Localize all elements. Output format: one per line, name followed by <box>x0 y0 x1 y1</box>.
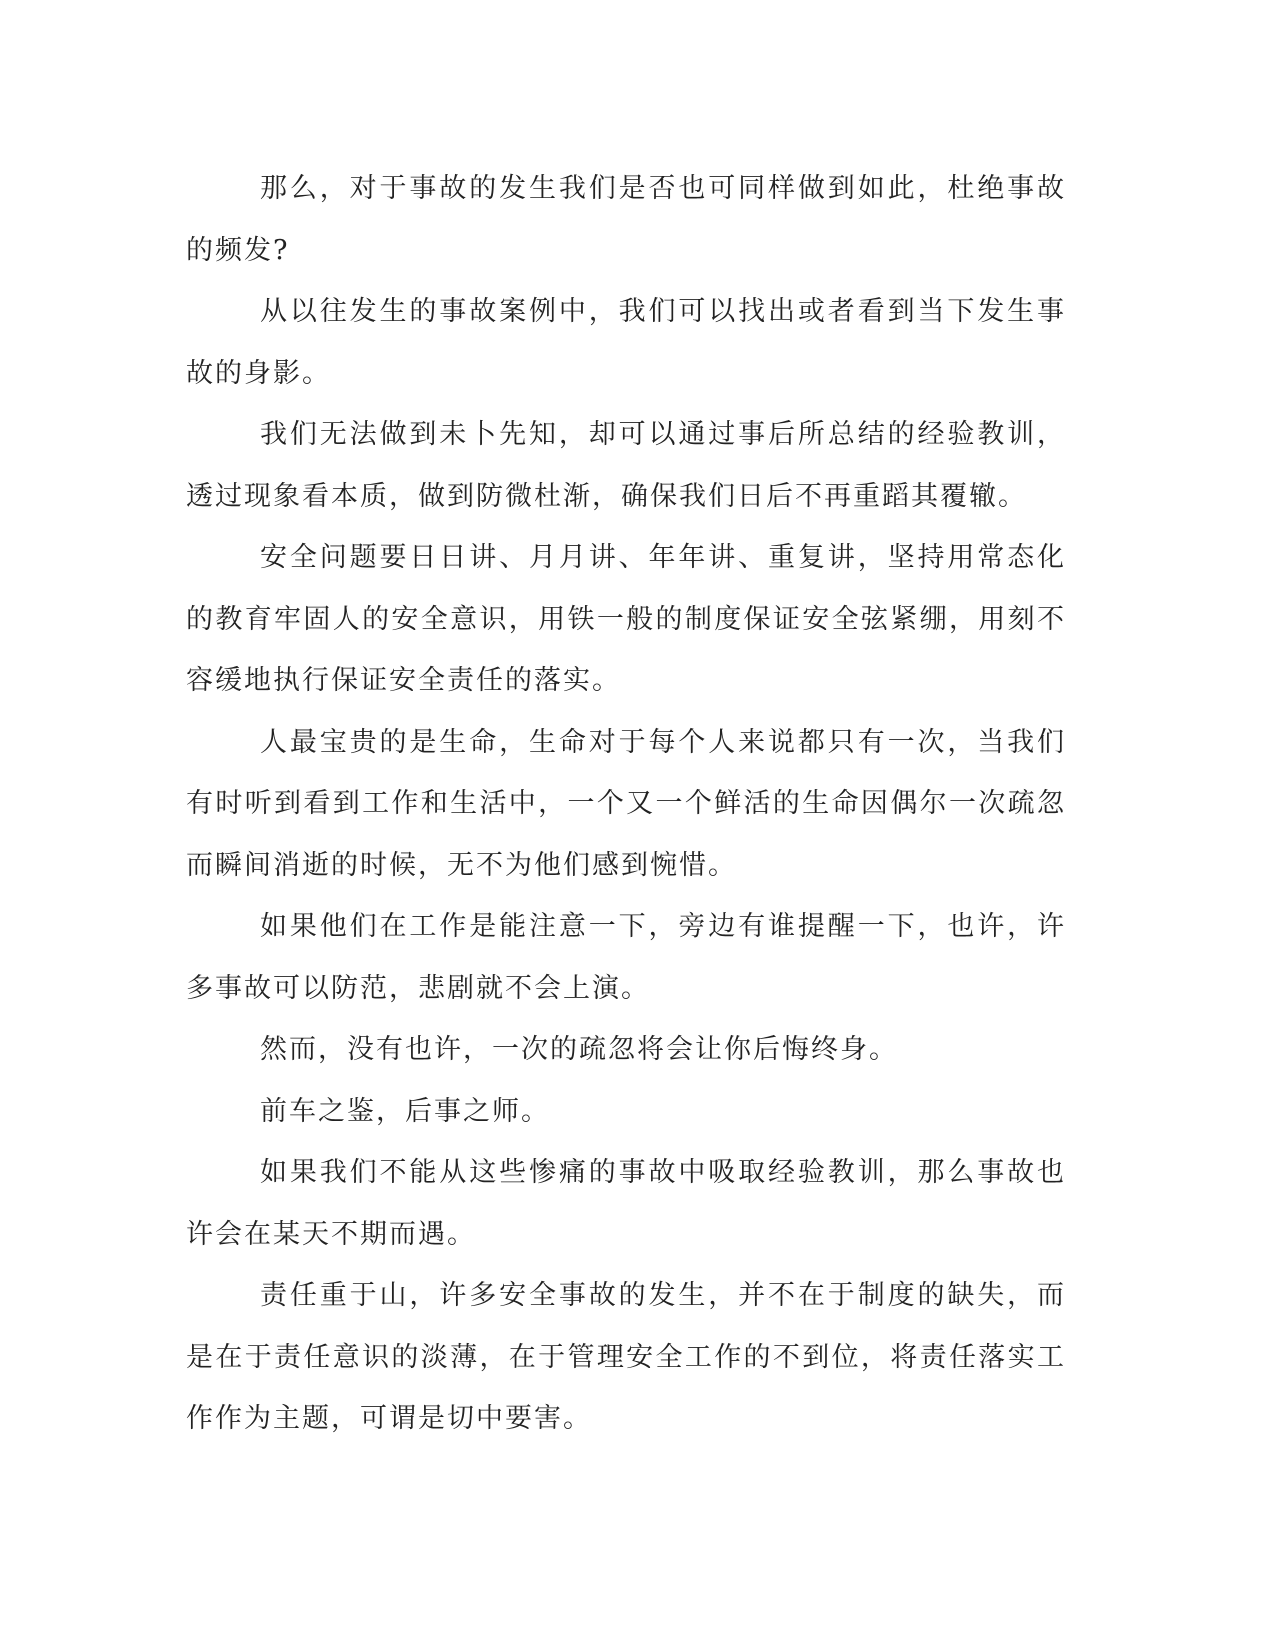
document-body <box>186 158 1066 1450</box>
paragraph-4: 安全问题要日日讲、月月讲、年年讲、重复讲，坚持用常态化的教育牢固人的安全意识，用铁一般的制度保证安全弦紧绷，用刻不容缓地执行保证安全责任的落实。 <box>186 542 1066 696</box>
paragraph-1: 那么，对于事故的发生我们是否也可同样做到如此，杜绝事故的频发? <box>186 173 1066 266</box>
paragraph-6: 如果他们在工作是能注意一下，旁边有谁提醒一下，也许，许多事故可以防范，悲剧就不会上演。 <box>186 911 1066 1004</box>
paragraph-10: 责任重于山，许多安全事故的发生，并不在于制度的缺失，而是在于责任意识的淡薄，在于管理安全工作的不到位，将责任落实工作作为主题，可谓是切中要害。 <box>186 1280 1066 1434</box>
paragraph-3: 我们无法做到未卜先知，却可以通过事后所总结的经验教训，透过现象看本质，做到防微杜渐，确保我们日后不再重蹈其覆辙。 <box>186 419 1066 512</box>
paragraph-8: 前车之鉴，后事之师。 <box>260 1095 550 1127</box>
paragraph-5: 人最宝贵的是生命，生命对于每个人来说都只有一次，当我们有时听到看到工作和生活中，一个又一个鲜活的生命因偶尔一次疏忽而瞬间消逝的时候，无不为他们感到惋惜。 <box>186 726 1066 881</box>
paragraph-7: 然而，没有也许，一次的疏忽将会让你后悔终身。 <box>260 1034 898 1065</box>
paragraph-2: 从以往发生的事故案例中，我们可以找出或者看到当下发生事故的身影。 <box>186 296 1066 389</box>
paragraph-9: 如果我们不能从这些惨痛的事故中吸取经验教训，那么事故也许会在某天不期而遇。 <box>186 1157 1066 1250</box>
